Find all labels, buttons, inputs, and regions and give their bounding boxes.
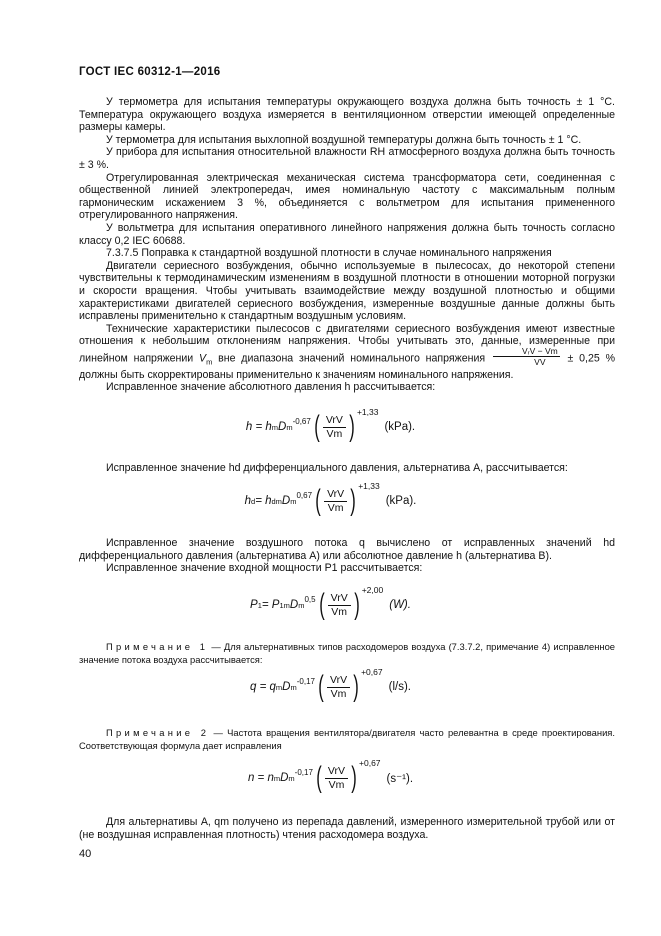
f1-lhs-sub: m xyxy=(271,422,279,432)
f5-paren: ( $\frac{\text{VrV}}{Vm}$ ) xyxy=(316,761,357,794)
f1-lhs: h = h xyxy=(245,421,272,433)
f5-d-sub: m xyxy=(288,773,295,783)
f3-den: Vm xyxy=(331,605,348,618)
note-2-text: — Частота вращения вентилятора/двигателя часто релевантна в среде проектирования. Соответствующая формула дает исправления xyxy=(79,727,615,751)
f2-lhs-sub: d xyxy=(251,496,256,506)
f2-d: D xyxy=(281,495,291,507)
paragraph-tech-characteristics xyxy=(79,323,615,382)
f3-paren: ( $\frac{\text{VrV}}{Vm}$ ) xyxy=(318,588,360,621)
f1-d-exp: -0,67 xyxy=(292,416,311,426)
f3-exp: +2,00 xyxy=(361,585,384,595)
f3-num: VrV xyxy=(328,592,351,606)
note-2-label: Примечание 2 xyxy=(106,727,210,738)
f4-unit: (l/s). xyxy=(388,681,411,693)
f3-d-exp: 0,5 xyxy=(304,594,316,604)
text-diff-pressure: Исправленное значение hd дифференциального давления, альтернатива А, рассчитывается: xyxy=(106,462,568,474)
f4-lhs-sub: m xyxy=(275,682,283,692)
f4-paren: ( $\frac{\text{VrV}}{Vm}$ ) xyxy=(318,670,359,703)
f1-unit: (kPa). xyxy=(384,421,416,433)
f2-lhs: h xyxy=(244,495,252,507)
page-number: 40 xyxy=(79,848,92,860)
paragraph-ambient-thermometer: У термометра для испытания температуры окружающего воздуха должна быть точность ± 1 °С. Температура окружающего воздуха измеряется в вентиляционном отверстии имеющей определенные размеры камеры. xyxy=(79,96,615,134)
f4-lhs: q = q xyxy=(250,681,276,693)
f5-lhs: n = n xyxy=(247,772,274,784)
f3-d: D xyxy=(289,599,299,611)
f1-d-sub: m xyxy=(286,422,293,432)
inline-fraction-den: VV xyxy=(534,356,546,367)
body-text-diff xyxy=(79,462,615,475)
document-header: ГОСТ IEC 60312-1—2016 xyxy=(79,66,221,78)
f1-exp: +1,33 xyxy=(356,407,379,417)
tech-text-3: ± 0,25 % должны быть скорректированы применительно к значениям номинального напряжения. xyxy=(79,352,615,381)
formula-abs-pressure xyxy=(0,407,661,443)
body-text-final xyxy=(79,816,615,841)
inline-fraction-num: VᵣV − Vm xyxy=(493,346,560,357)
paragraph-voltmeter: У вольтметра для испытания оперативного линейного напряжения должна быть точность согласно классу 0,2 IEC 60688. xyxy=(79,221,615,247)
tech-text-2: вне диапазона значений номинального напряжения xyxy=(212,352,491,365)
body-text-flow xyxy=(79,537,615,575)
f5-lhs-sub: m xyxy=(273,773,281,783)
tech-var-sub: m xyxy=(206,357,213,367)
f2-mid-sub: dm xyxy=(271,496,282,506)
paragraph-exhaust-thermometer: У термометра для испытания выхлопной воздушной температуры должна быть точность ± 1 °С. xyxy=(106,133,582,146)
f3-mid: = P xyxy=(261,599,280,611)
f4-exp: +0,67 xyxy=(361,667,383,677)
note-1 xyxy=(79,640,615,666)
f5-num: VrV xyxy=(325,765,348,779)
formula-power xyxy=(0,585,661,621)
text-abs-pressure: Исправленное значение абсолютного давления h рассчитывается: xyxy=(106,381,436,394)
f2-d-sub: m xyxy=(290,496,297,506)
f4-d-exp: -0,17 xyxy=(296,676,315,686)
paragraph-transformer: Отрегулированная электрическая механическая система трансформатора сети, соединенная с общественной линией электропередач, имея номинальную частоту с максимальным полным гармоническим искажением 3 %, объединяется с вольтметром для испытания примененного отрегулированного напряжения. xyxy=(79,171,615,222)
f4-d: D xyxy=(282,681,291,693)
f1-d: D xyxy=(278,421,287,433)
f4-d-sub: m xyxy=(290,682,297,692)
formula-flow xyxy=(0,667,661,703)
note-1-label: Примечание 1 xyxy=(106,641,209,652)
f3-lhs: P xyxy=(250,599,258,611)
f5-unit: (s⁻¹). xyxy=(386,773,414,785)
f1-paren: ( $\frac{\text{VrV}}{Vm}$ ) xyxy=(314,410,355,443)
note-2 xyxy=(79,726,615,752)
f2-unit: (kPa). xyxy=(385,495,417,507)
inline-fraction xyxy=(493,346,560,367)
text-final: Для альтернативы А, qm получено из перепада давлений, измеренного измерительной трубой или от (не воздушная исправленная плотность) чтения расходомера воздуха. xyxy=(79,816,615,841)
f3-mid-sub: 1m xyxy=(279,600,290,610)
f5-den: Vm xyxy=(328,778,345,791)
f2-mid: = h xyxy=(255,495,272,507)
note-1-text: — Для альтернативных типов расходомеров воздуха (7.3.7.2, примечание 4) исправленное значение потока воздуха рассчитывается: xyxy=(79,641,615,665)
tech-text-1: Технические характеристики пылесосов с двигателями сериесного возбуждения имеют известные отношения к небольшим отклонениям напряжения. Чтобы учитывать это, данные, измеренные при линейном напряжении xyxy=(79,322,615,365)
f2-den: Vm xyxy=(327,501,344,514)
f5-d: D xyxy=(280,772,289,784)
f2-paren: ( $\frac{\text{VrV}}{Vm}$ ) xyxy=(315,484,356,517)
f5-d-exp: -0,17 xyxy=(294,767,313,777)
f5-exp: +0,67 xyxy=(359,758,381,768)
f3-lhs-sub: 1 xyxy=(257,600,262,610)
f3-d-sub: m xyxy=(298,600,305,610)
f4-den: Vm xyxy=(330,687,347,700)
f2-exp: +1,33 xyxy=(358,481,380,491)
section-heading-7-3-7-5: 7.3.7.5 Поправка к стандартной воздушной плотности в случае номинального напряжения xyxy=(106,247,552,260)
f1-den: Vm xyxy=(326,427,343,440)
formula-diff-pressure xyxy=(0,481,661,517)
text-power: Исправленное значение входной мощности P1 рассчитывается: xyxy=(106,562,423,575)
tech-var: V xyxy=(199,352,207,365)
f1-num: VrV xyxy=(323,414,346,428)
text-flow: Исправленное значение воздушного потока q вычислено от исправленных значений hd дифференциального давления (альтернатива А) или абсолютное давление h (альтернатива В). xyxy=(79,537,615,562)
formula-rotation xyxy=(0,758,661,794)
paragraph-humidity: У прибора для испытания относительной влажности RH атмосферного воздуха должна быть точность ± 3 %. xyxy=(79,146,615,171)
body-text-top xyxy=(79,96,615,394)
paragraph-series-motors: Двигатели сериесного возбуждения, обычно используемые в пылесосах, до некоторой степени чувствительны к термодинамическим изменениям в воздушной плотности в отношении моторной погрузки и скорости вращения. Чтобы учитывать взаимодействие между воздушной плотностью и общими характеристиками двигателей сериесного возбуждения, измеренные воздушные данные должны быть исправлены применительно к стандартным воздушным условиям. xyxy=(79,259,615,323)
f2-d-exp: 0,67 xyxy=(296,490,313,500)
f2-num: VrV xyxy=(324,488,347,502)
f3-unit: (W). xyxy=(389,599,411,611)
f4-num: VrV xyxy=(327,674,350,688)
